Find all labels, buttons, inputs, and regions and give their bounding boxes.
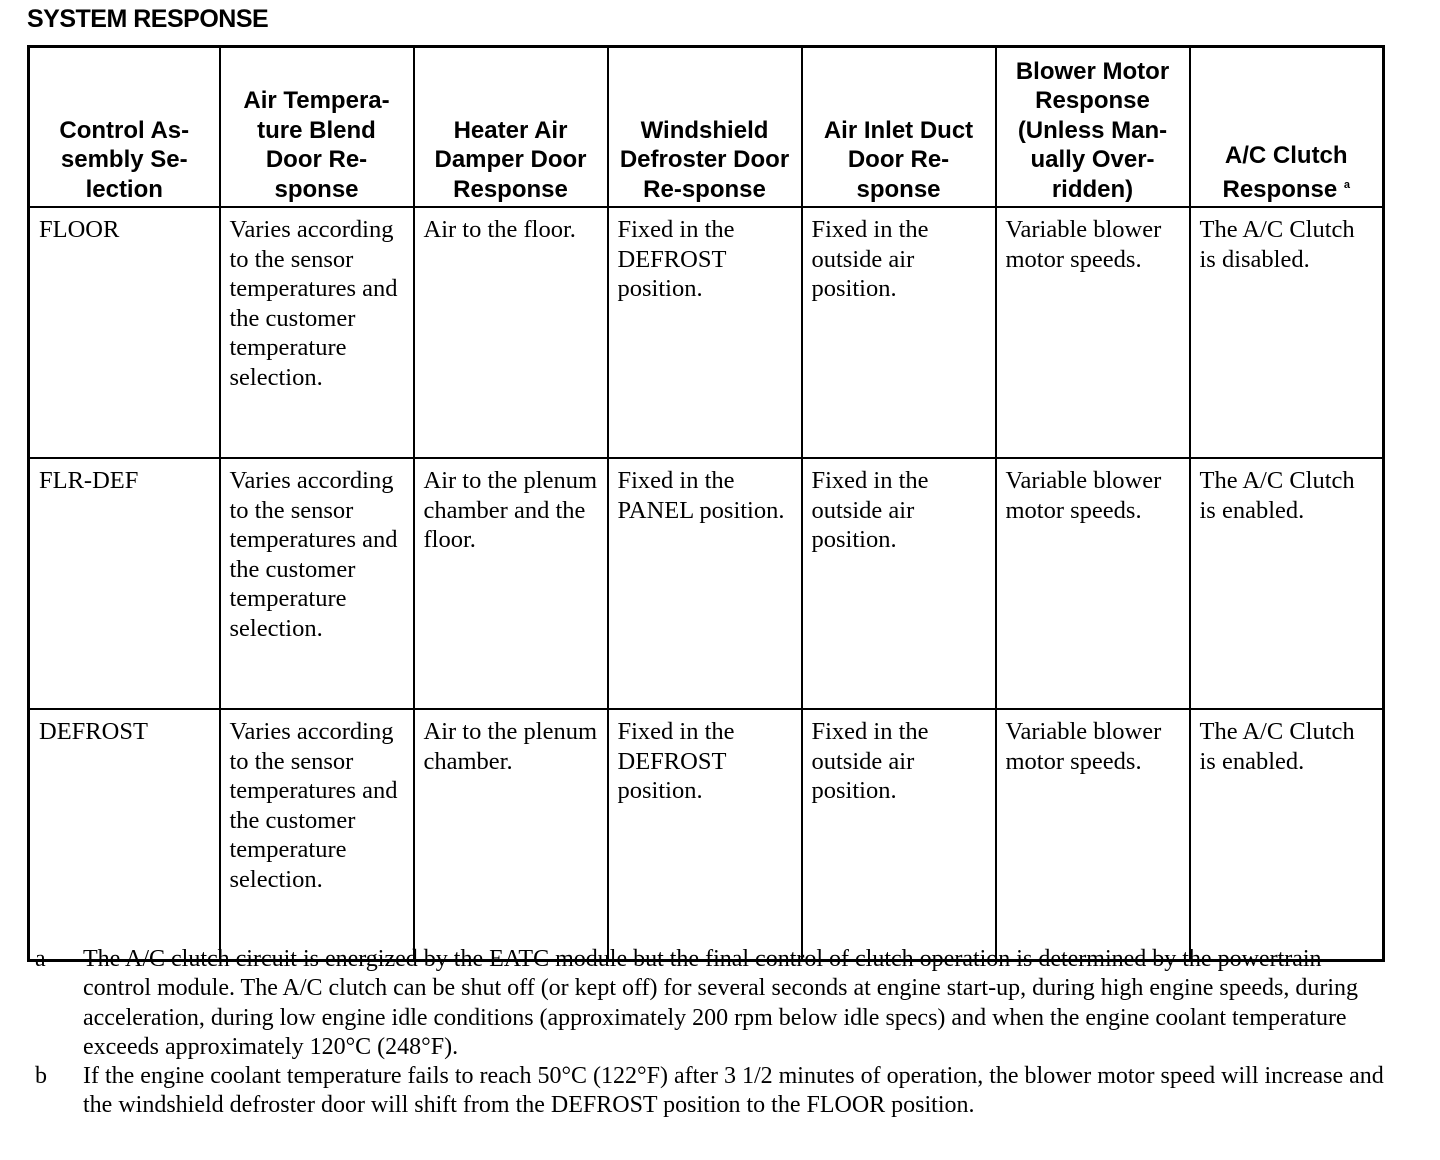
cell-clutch: The A/C Clutch is disabled. [1190,207,1384,458]
table-row [29,458,1384,709]
cell-selection: DEFROST [29,709,220,961]
cell-clutch: The A/C Clutch is enabled. [1190,709,1384,961]
cell-defroster: Fixed in the DEFROST position. [608,207,802,458]
footnote-letter: b [35,1063,47,1090]
header-defroster-door: Windshield Defroster Door Re-sponse [608,47,802,208]
header-row [29,47,1384,208]
cell-blower: Variable blower motor speeds. [996,458,1190,709]
cell-defroster: Fixed in the DEFROST position. [608,709,802,961]
header-ac-clutch [1190,47,1384,208]
footnote-b [27,1062,1387,1121]
cell-clutch: The A/C Clutch is enabled. [1190,458,1384,709]
cell-selection: FLR-DEF [29,458,220,709]
cell-blend: Varies according to the sensor temperatures and the customer temperature selection. [220,207,414,458]
cell-blower: Variable blower motor speeds. [996,709,1190,961]
cell-selection: FLOOR [29,207,220,458]
footnotes [27,945,1387,1121]
cell-damper: Air to the plenum chamber. [414,709,608,961]
page-title: SYSTEM RESPONSE [27,5,269,33]
cell-defroster: Fixed in the PANEL position. [608,458,802,709]
cell-inlet: Fixed in the outside air position. [802,458,996,709]
cell-inlet: Fixed in the outside air position. [802,207,996,458]
header-control-selection: Control As-sembly Se-lection [29,47,220,208]
header-blower-motor: Blower Motor Response (Unless Man-ually Over-ridden) [996,47,1190,208]
table-row [29,709,1384,961]
cell-blower: Variable blower motor speeds. [996,207,1190,458]
header-ac-clutch-label: A/C Clutch Response [1222,142,1348,203]
footnote-text: The A/C clutch circuit is energized by the EATC module but the final control of clutch operation is determined by the powertrain control module. The A/C clutch can be shut off (or kept off) for several seconds at engine start-up, during high engine speeds, during acceleration, during low engine idle conditions (approximately 200 rpm below idle specs) and when the engine coolant temperature exceeds approximately 120°C (248°F). [83,946,1359,1060]
header-blend-door: Air Tempera-ture Blend Door Re-sponse [220,47,414,208]
cell-blend: Varies according to the sensor temperatures and the customer temperature selection. [220,458,414,709]
cell-damper: Air to the plenum chamber and the floor. [414,458,608,709]
footnote-a [27,945,1387,1062]
header-inlet-door: Air Inlet Duct Door Re-sponse [802,47,996,208]
cell-blend: Varies according to the sensor temperatures and the customer temperature selection. [220,709,414,961]
footnote-marker: a [1343,178,1350,191]
footnote-text: If the engine coolant temperature fails to reach 50°C (122°F) after 3 1/2 minutes of operation, the blower motor speed will increase and the windshield defroster door will shift from the DEFROST position to the FLOOR position. [83,1063,1384,1119]
footnote-letter: a [35,946,46,972]
header-damper-door: Heater Air Damper Door Response [414,47,608,208]
system-response-table [27,45,1385,962]
table-row [29,207,1384,458]
cell-inlet: Fixed in the outside air position. [802,709,996,961]
cell-damper: Air to the floor. [414,207,608,458]
